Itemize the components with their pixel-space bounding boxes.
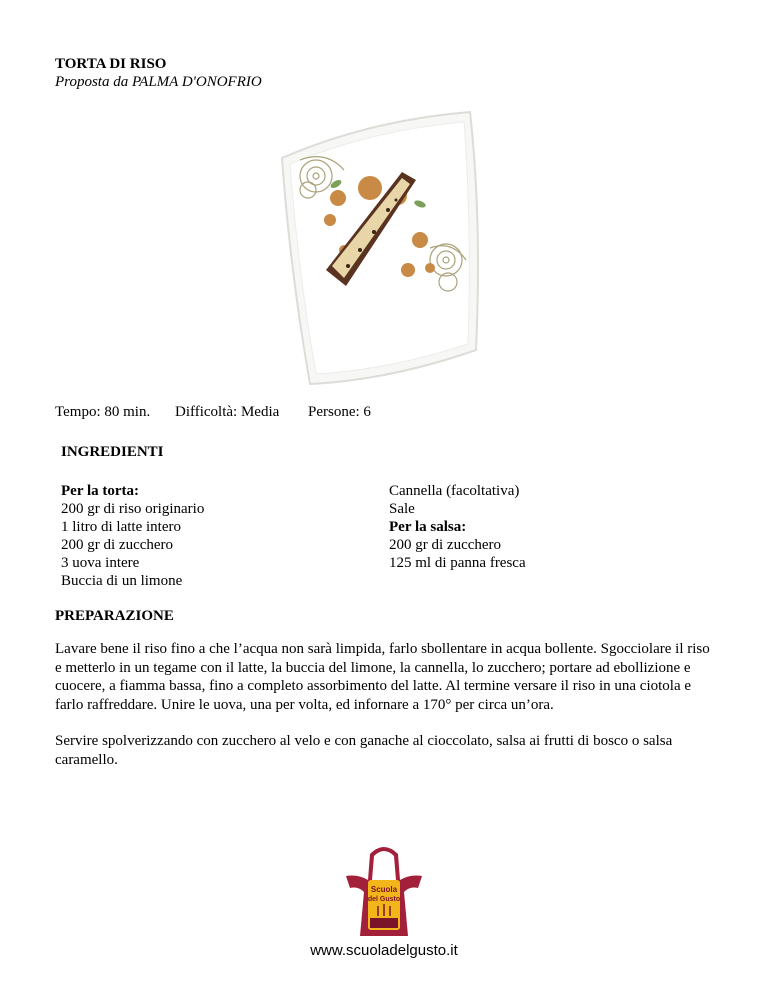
recipe-title: TORTA DI RISO — [55, 56, 167, 72]
scuola-del-gusto-logo — [340, 840, 428, 940]
serving-paragraph: Servire spolverizzando con zucchero al velo e con ganache al cioccolato, salsa ai frutti di bosco o salsa caramello. — [55, 733, 673, 768]
logo-line-2: del Gusto — [367, 896, 401, 903]
time-info: Tempo: 80 min. — [55, 404, 151, 420]
ingredient-item: 200 gr di riso originario — [61, 501, 205, 517]
preparation-heading: PREPARAZIONE — [55, 608, 174, 624]
preparation-text — [55, 640, 715, 769]
ingredient-item: 125 ml di panna fresca — [389, 555, 526, 571]
ingredient-item: Cannella (facoltativa) — [389, 483, 520, 499]
ingredient-item: 3 uova intere — [61, 555, 140, 571]
recipe-author: Proposta da PALMA D'ONOFRIO — [55, 74, 262, 90]
ingredient-item: 1 litro di latte intero — [61, 519, 181, 535]
ingredients-column-1 — [61, 482, 204, 590]
ingredient-item: Sale — [389, 501, 415, 517]
cake-ingredients-heading: Per la torta: — [61, 483, 140, 499]
difficulty-info: Difficoltà: Media — [175, 404, 280, 420]
ingredient-item: Buccia di un limone — [61, 573, 183, 589]
ingredient-item: 200 gr di zucchero — [389, 537, 502, 553]
website-url[interactable]: www.scuoladelgusto.it — [310, 942, 458, 959]
servings-info: Persone: 6 — [308, 404, 371, 420]
sauce-ingredients-heading: Per la salsa: — [389, 519, 467, 535]
preparation-paragraph: Lavare bene il riso fino a che l’acqua non sarà limpida, farlo sbollentare in acqua bollente. Sgocciolare il riso e metterlo in un tegame con il latte, la buccia del limone, la cannella, lo zucchero; portare ad ebollizione e cuocere, a fiamma bassa, fino a completo assorbimento del latte. Al termine versare il riso in una ciotola e farlo raffreddare. Unire le uova, una per volta, ed infornare a 170° per circa un’ora. — [55, 641, 710, 713]
ingredients-heading: INGREDIENTI — [61, 444, 164, 460]
ingredients-column-2 — [389, 482, 526, 572]
ingredient-item: 200 gr di zucchero — [61, 537, 174, 553]
dish-photo — [270, 100, 486, 390]
logo-line-1: Scuola — [370, 885, 398, 894]
